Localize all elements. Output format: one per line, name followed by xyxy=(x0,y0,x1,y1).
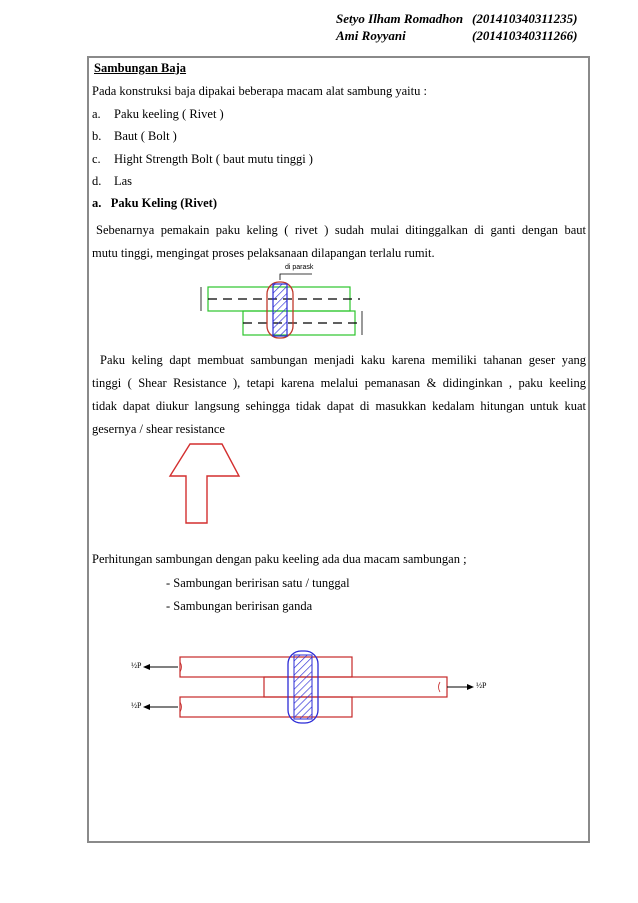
list-marker: a. xyxy=(92,107,101,121)
rivet-label: di parask xyxy=(285,264,314,271)
list-text: Paku keeling ( Rivet ) xyxy=(114,107,224,121)
p-right-label: ½P xyxy=(476,681,487,690)
intro-text: Pada konstruksi baja dipakai beberapa macam alat sambung yaitu : xyxy=(92,84,427,98)
half-p-bottom-label: ½P xyxy=(131,701,142,710)
author1-name: Setyo Ilham Romadhon xyxy=(336,11,464,26)
para2-line1: Paku keling dapt membuat sambungan menjadi kaku karena memiliki tahanan geser yang xyxy=(100,353,586,367)
list-text: Las xyxy=(114,174,133,188)
bullet-double-shear: - Sambungan beririsan ganda xyxy=(166,599,313,613)
list-text: Baut ( Bolt ) xyxy=(114,129,177,143)
list-marker: d. xyxy=(92,174,102,188)
author2-name: Ami Royyani xyxy=(336,28,406,43)
paragraph-3: Perhitungan sambungan dengan paku keeling ada dua macam sambungan ; xyxy=(92,552,467,566)
subheading: a. Paku Keling (Rivet) xyxy=(92,196,217,210)
author1-id: (201410340311235) xyxy=(472,11,578,26)
section-title: Sambungan Baja xyxy=(94,61,187,75)
half-p-top-label: ½P xyxy=(131,661,142,670)
list-marker: c. xyxy=(92,152,101,166)
para2-line3: tidak dapat diukur langsung sehingga tidak dapat di masukkan kedalam hitungan untuk kuat xyxy=(92,399,586,413)
paragraph-2 xyxy=(92,349,586,441)
bullet-single-shear: - Sambungan beririsan satu / tunggal xyxy=(166,576,350,590)
list-marker: b. xyxy=(92,129,102,143)
para2-line4: gesernya / shear resistance xyxy=(92,422,225,436)
para1-line2: mutu tinggi, mengingat proses pelaksanaan dilapangan terlalu rumit. xyxy=(92,246,435,260)
list-text: Hight Strength Bolt ( baut mutu tinggi ) xyxy=(114,152,313,166)
para1-line1: Sebenarnya pemakain paku keling ( rivet ) sudah mulai ditinggalkan di ganti dengan baut xyxy=(96,223,586,237)
author2-id: (201410340311266) xyxy=(472,28,578,43)
para2-line2: tinggi ( Shear Resistance ), tetapi karena melalui pemanasan & didinginkan , paku keeling xyxy=(92,376,586,390)
